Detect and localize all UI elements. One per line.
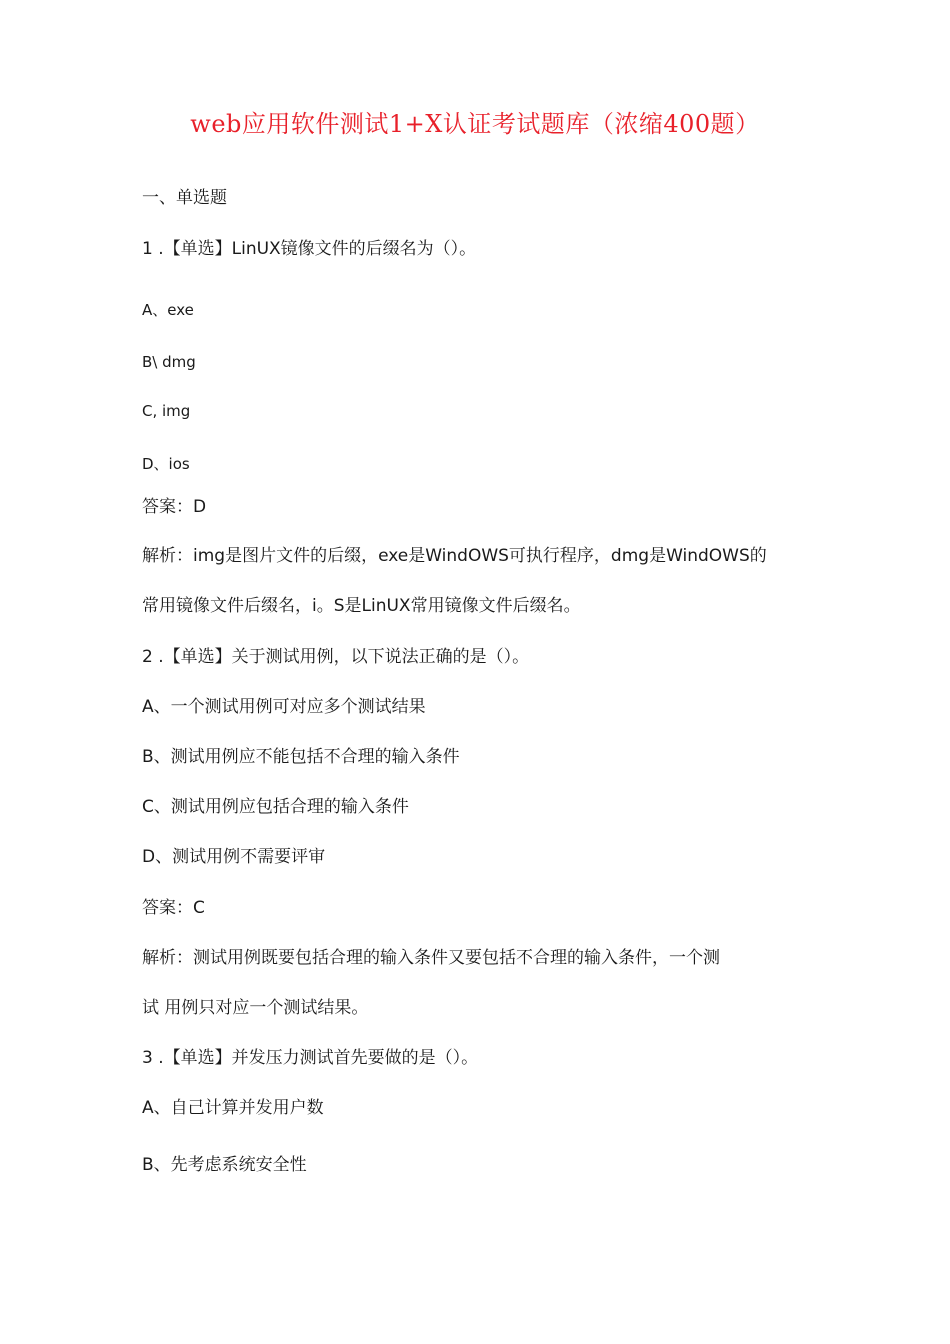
question-1-stem: 1 .【单选】LinUX镜像文件的后缀名为（）。 bbox=[142, 239, 477, 259]
question-3-option-a: A、自己计算并发用户数 bbox=[142, 1098, 324, 1118]
question-1-option-d: D、ios bbox=[142, 455, 190, 473]
question-3-stem: 3 .【单选】并发压力测试首先要做的是（）。 bbox=[142, 1048, 479, 1068]
question-1-option-c: C, img bbox=[142, 402, 191, 420]
question-2-option-c: C、测试用例应包括合理的输入条件 bbox=[142, 797, 409, 817]
question-2-option-a: A、一个测试用例可对应多个测试结果 bbox=[142, 697, 426, 717]
question-2-option-d: D、测试用例不需要评审 bbox=[142, 847, 326, 867]
question-2-option-b: B、测试用例应不能包括不合理的输入条件 bbox=[142, 747, 460, 767]
question-2-analysis-line-1: 解析：测试用例既要包括合理的输入条件又要包括不合理的输入条件，一个测 bbox=[142, 948, 720, 968]
document-title: web应用软件测试1+X认证考试题库（浓缩400题） bbox=[190, 110, 760, 138]
question-2-analysis-line-2: 试 用例只对应一个测试结果。 bbox=[142, 998, 369, 1018]
section-heading: 一、单选题 bbox=[142, 188, 227, 208]
question-1-answer: 答案：D bbox=[142, 497, 207, 517]
question-2-stem: 2 .【单选】关于测试用例，以下说法正确的是（）。 bbox=[142, 647, 530, 667]
question-1-analysis-line-1: 解析：img是图片文件的后缀，exe是WindOWS可执行程序，dmg是WindOWS的 bbox=[142, 546, 767, 566]
question-2-answer: 答案：C bbox=[142, 898, 205, 918]
question-3-option-b: B、先考虑系统安全性 bbox=[142, 1155, 307, 1175]
question-1-option-a: A、exe bbox=[142, 301, 194, 319]
question-1-analysis-line-2: 常用镜像文件后缀名，i。S是LinUX常用镜像文件后缀名。 bbox=[142, 596, 581, 616]
question-1-option-b: B\ dmg bbox=[142, 353, 196, 371]
